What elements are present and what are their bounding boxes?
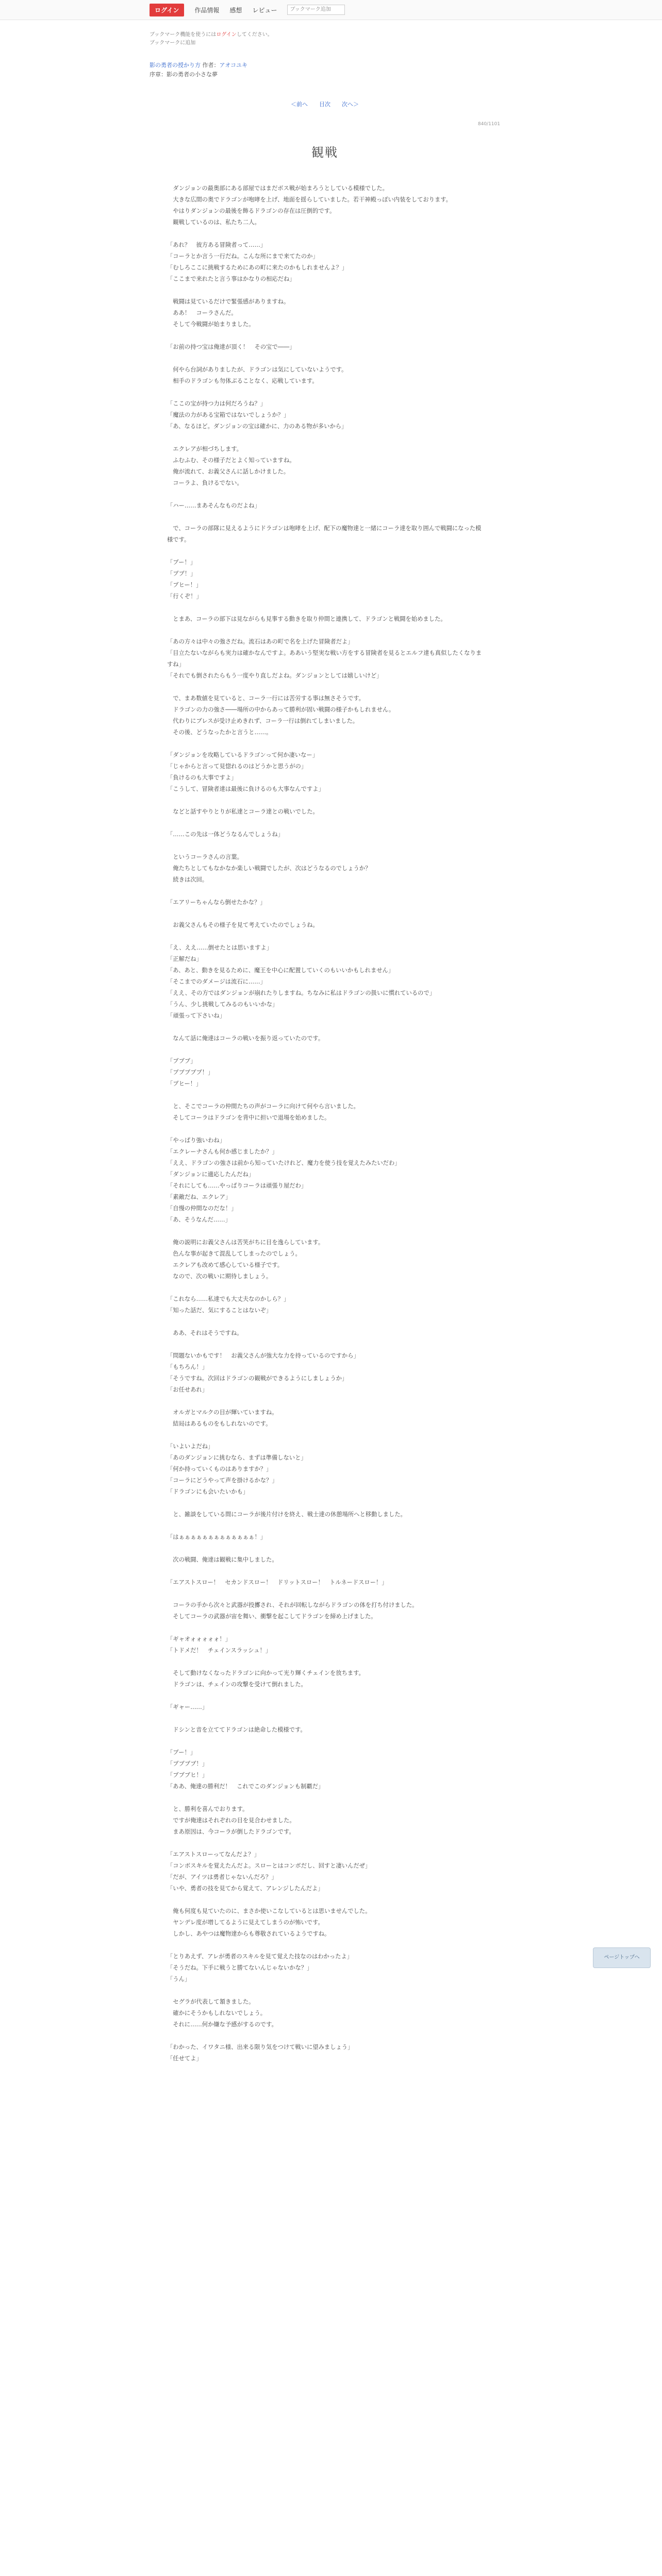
body-line: などと話すやりとりが私達とコーラ達との戦いでした。 <box>167 808 319 815</box>
body-line <box>167 2030 483 2042</box>
nav-comments[interactable]: 感想 <box>229 6 242 14</box>
body-line: 次の戦闘、俺達は観戦に集中しました。 <box>167 1556 278 1563</box>
body-line: と、勝利を喜んでおります。 <box>167 1806 249 1812</box>
body-line: 「……この先は一体どうなるんでしょうね」 <box>167 831 284 838</box>
body-line: というコーラさんの言葉。 <box>167 854 243 860</box>
body-line: ドラゴンは、チェインの攻撃を受けて倒れました。 <box>167 1681 307 1688</box>
body-line <box>167 602 483 614</box>
series-info: 影の勇者の授かり方 作者：アオコユキ 序章：影の勇者の小さな夢 <box>150 62 247 78</box>
body-line: 「うん」 <box>167 1976 191 1982</box>
body-line: やはりダンジョンの最後を飾るドラゴンの存在は圧倒的です。 <box>167 208 336 214</box>
body-line <box>167 1316 483 1328</box>
body-line: エクレアが相づちします。 <box>167 446 242 452</box>
body-line: 「任せてよ」 <box>167 2055 202 2062</box>
body-line <box>167 330 483 342</box>
body-line <box>167 1090 483 1101</box>
body-line: 「こうして、冒険者達は最後に負けるのも大事なんですよ」 <box>167 786 324 792</box>
body-line: 「ギャオォォォォォ！」 <box>167 1636 231 1642</box>
body-line: 「ブブブヒ！」 <box>167 1772 208 1778</box>
body-line: 「もちろん！」 <box>167 1364 208 1370</box>
body-line: 「わかった、イワタニ様、出来る限り気をつけて戦いに望みましょう」 <box>167 2044 354 2050</box>
body-line: そして動けなくなったドラゴンに向かって光り輝くチェインを放ちます。 <box>167 1670 365 1676</box>
body-line: 「そこまでのダメージは流石に……」 <box>167 978 266 985</box>
body-line: 「ブブブブブ！」 <box>167 1069 214 1076</box>
body-line <box>167 1282 483 1294</box>
top-pager <box>150 100 500 108</box>
body-line <box>167 1498 483 1509</box>
body-line <box>167 546 483 557</box>
page-top-button[interactable]: ページトップへ <box>593 1947 651 1968</box>
author-link[interactable]: アオコユキ <box>219 62 247 69</box>
body-line: そしてコーラの武器が宙を舞い、衝撃を起こしてドラゴンを締め上げました。 <box>167 1613 377 1620</box>
body-line <box>167 1430 483 1441</box>
body-line: セグラが代表して頷きました。 <box>167 1998 255 2005</box>
body-line: 「トドメだ！ チェインスラッシュ！」 <box>167 1647 272 1654</box>
body-line <box>167 625 483 636</box>
body-line: で、まあ数値を見ていると、コーラ一行には苦労する事は無さそうです。 <box>167 695 365 702</box>
chapter-name: 序章：影の勇者の小さな夢 <box>150 71 218 78</box>
body-line <box>167 795 483 806</box>
body-line <box>167 1396 483 1407</box>
body-line: ああ、それはそうですね。 <box>167 1330 243 1336</box>
body-line <box>167 1588 483 1600</box>
body-line: 相手のドラゴンも勿体ぶることなく、応戦しています。 <box>167 378 318 384</box>
body-line: ドラゴンの力の強さ――場所の中からあって勝利が固い戦闘の様子かもしれません。 <box>167 706 395 713</box>
body-line: ヤンデレ度が増してるように見えてしまうのが怖いです。 <box>167 1919 324 1926</box>
body-line <box>167 1339 483 1350</box>
body-line: オルガとマルクの目が輝いていますね。 <box>167 1409 278 1416</box>
body-line: 結局はあるものをもしれないのです。 <box>167 1420 272 1427</box>
body-line: 「そうですね。次回はドラゴンの観戦ができるようにしましょうか」 <box>167 1375 348 1382</box>
body-line: 代わりにブレスが受け止めきれず、コーラ一行は倒れてしまいました。 <box>167 718 359 724</box>
body-line <box>167 1656 483 1668</box>
body-line: エクレアも改めて感心している様子です。 <box>167 1262 284 1268</box>
body-line: なんて話に俺達はコーラの戦いを振り返っていたのです。 <box>167 1035 324 1042</box>
body-line: 「ブー！」 <box>167 559 196 566</box>
body-line <box>167 387 483 398</box>
body-line: 「ブー！」 <box>167 1749 196 1756</box>
nav-reviews[interactable]: レビュー <box>252 6 277 14</box>
body-line: 「問題ないかもです！ お義父さんが強大な力を持っているのですから」 <box>167 1352 359 1359</box>
body-line: 「素敵だね、エクレア」 <box>167 1194 231 1200</box>
body-line: 俺が流れて、お義父さんに話しかけました。 <box>167 468 290 475</box>
body-line: 「うん、少し挑戦してみるのもいいかな」 <box>167 1001 278 1008</box>
body-line <box>167 931 483 942</box>
body-line <box>167 738 483 750</box>
body-line <box>167 908 483 920</box>
body-line <box>167 1520 483 1532</box>
series-title-link[interactable]: 影の勇者の授かり方 <box>150 62 201 69</box>
bookmark-notice: ブックマーク機能を使うにはログインしてください。 ブックマークに追加 <box>150 32 273 46</box>
body-line: 「お任せあれ」 <box>167 1386 208 1393</box>
body-line: 「あ、なるほど。ダンジョンの宝は確かに、力のある物が多いから」 <box>167 423 347 430</box>
body-line: ドシンと音を立ててドラゴンは絶命した模様です。 <box>167 1726 306 1733</box>
body-line: 「ああ、俺達の勝利だ！ これでこのダンジョンも制覇だ」 <box>167 1783 324 1790</box>
body-line: 何やら台詞がありましたが、ドラゴンは気にしていないようです。 <box>167 366 347 373</box>
body-line <box>167 1226 483 1237</box>
body-line <box>167 1124 483 1135</box>
body-line: 「自慢の仲間なのだな！」 <box>167 1205 237 1212</box>
body-line: 「ブブ！」 <box>167 570 196 577</box>
body-line: 「ええ、ドラゴンの強さは前から知っていたけれど、魔力を使う技を覚えたみたいだわ」 <box>167 1160 401 1166</box>
body-line: 「エクレーナさんも何か感じましたか？」 <box>167 1148 278 1155</box>
body-line: その後、どうなったかと言うと……。 <box>167 729 272 736</box>
body-line <box>167 512 483 523</box>
prev-link[interactable]: ＜前へ <box>291 101 308 108</box>
body-line: 俺たちとしてもなかなか楽しい戦闘でしたが、次はどうなるのでしょうか？ <box>167 865 371 872</box>
body-line: 「知った話だ、気にすることはないぞ」 <box>167 1307 272 1314</box>
body-line: 大きな広間の奥でドラゴンが咆哮を上げ、地面を揺らしていました。若干神殿っぽい内装をしております。 <box>167 196 452 203</box>
login-button[interactable]: ログイン <box>150 4 184 16</box>
body-line: 「目立たないながらも実力は確かなんですよ。ああいう堅実な戦い方をする冒険者を見るとエルフ達も真似したくなりますね」 <box>167 650 482 668</box>
body-line: 「魔法の力がある宝箱ではないでしょうか？」 <box>167 412 290 418</box>
body-line: 「コンボスキルを覚えたんだよ。スローとはコンボだし、回すと凄いんだぜ」 <box>167 1862 371 1869</box>
body-line: 「とりあえず、アレが勇者のスキルを見て覚えた技なのはわかったよ」 <box>167 1953 353 1960</box>
body-line <box>167 1022 483 1033</box>
body-line: 「あの方々は中々の強さだね。流石はあの町で名を上げた冒険者だよ」 <box>167 638 354 645</box>
body-line: 「これなら……私達でも大丈夫なのかしら？」 <box>167 1296 290 1302</box>
body-line: ふむふむ、その様子だとよく知っていますね。 <box>167 457 295 464</box>
body-line <box>167 1566 483 1577</box>
body-line: 「ギャー……」 <box>167 1704 208 1710</box>
body-line <box>167 432 483 444</box>
body-line: 「コーラとか言う一行だね。こんな所にまで来てたのか」 <box>167 253 319 260</box>
body-line: 「あ、そうなんだ……」 <box>167 1216 231 1223</box>
body-line: 「ブヒー！」 <box>167 1080 202 1087</box>
body-line <box>167 228 483 240</box>
episode-body <box>150 183 500 2064</box>
body-line <box>167 1690 483 1702</box>
body-line: 「え、ええ……倒せたとは思いますよ」 <box>167 944 273 951</box>
body-line: 「何か持っていくものはありますか？」 <box>167 1466 272 1472</box>
body-line: 「あれ？ 彼方ある冒険者って……」 <box>167 242 267 248</box>
login-link[interactable]: ログイン <box>216 32 237 38</box>
body-line <box>167 1940 483 1951</box>
body-line: 「あのダンジョンに挑むなら、まずは準備しないと」 <box>167 1454 307 1461</box>
body-line <box>167 886 483 897</box>
body-line <box>167 353 483 364</box>
body-line: 「いよいよだね」 <box>167 1443 214 1450</box>
body-line: そしてコーラはドラゴンを背中に担いで退場を始めました。 <box>167 1114 330 1121</box>
body-line: 「ブブブブ！」 <box>167 1760 208 1767</box>
body-line <box>167 1713 483 1724</box>
body-line <box>167 1044 483 1056</box>
body-line: 「正解だね」 <box>167 956 202 962</box>
body-line: 「ここの宝が持つ力は何だろうね？」 <box>167 400 267 407</box>
body-line: ああ！ コーラさんだ。 <box>167 310 237 316</box>
body-line: お義父さんもその様子を見て考えていたのでしょうね。 <box>167 922 319 928</box>
body-line: まあ原因は、今コーラが倒したドラゴンです。 <box>167 1828 295 1835</box>
body-line: 「ブブブ」 <box>167 1058 196 1064</box>
body-line <box>167 1543 483 1554</box>
body-line: 「ハー……まあそんなものだよね」 <box>167 502 260 509</box>
body-line: 「あ、あと、動きを見るために、魔王を中心に配置していくのもいいかもしれません」 <box>167 967 394 974</box>
body-line: 「エアストスロー！ セカンドスロー！ ドリットスロー！ トルネードスロー！」 <box>167 1579 388 1586</box>
next-link[interactable]: 次へ＞ <box>342 101 359 108</box>
body-line <box>167 840 483 852</box>
header <box>0 0 662 20</box>
body-line: 「そうだね。下手に戦うと勝てないんじゃないかな？」 <box>167 1964 313 1971</box>
body-line: ですが俺達はそれぞれの目を見合わせました。 <box>167 1817 295 1824</box>
body-line <box>167 1894 483 1906</box>
body-line <box>167 1622 483 1634</box>
body-line <box>167 1985 483 1996</box>
body-line: 確かにそうかもしれないでしょう。 <box>167 2010 267 2016</box>
body-line: それに……何か嫌な予感がするのです。 <box>167 2021 277 2028</box>
body-line: 俺の説明にお義父さんは苦笑がちに目を逸らしています。 <box>167 1239 324 1246</box>
body-line <box>167 285 483 296</box>
body-line: 「ここまで来れたと言う事はかなりの相応だね」 <box>167 276 295 282</box>
main-content <box>150 31 500 2064</box>
body-line: ダンジョンの最奥部にある部屋ではまだボス戦が始まろうとしている模様でした。 <box>167 185 388 192</box>
toc-link[interactable]: 目次 <box>319 101 330 108</box>
body-line: 「ダンジョンを攻略しているドラゴンって何か凄いなー」 <box>167 752 318 758</box>
body-line: なので、次の戦いに期待しましょう。 <box>167 1273 272 1280</box>
body-line: 「それにしても……やっぱりコーラは頑張り屋だわ」 <box>167 1182 307 1189</box>
body-line: 戦闘は見ているだけで緊張感がありますね。 <box>167 298 290 305</box>
body-line: 「負けるのも大事ですよ」 <box>167 774 237 781</box>
episode-title: 観戦 <box>311 145 338 160</box>
body-line: 「やっぱり強いわね」 <box>167 1137 225 1144</box>
body-line: 「ええ、その方ではダンジョンが崩れたりしますね。ちなみに私はドラゴンの扱いに慣れているので」 <box>167 990 435 996</box>
bookmark-add-button[interactable]: ブックマーク追加 <box>287 5 345 15</box>
body-line: 「ダンジョンに適応したんだね」 <box>167 1171 255 1178</box>
body-line: しかし、あやつは魔物達からも尊敬されているようですね。 <box>167 1930 330 1937</box>
body-line: 「ブヒー！」 <box>167 582 202 588</box>
body-line <box>167 1838 483 1849</box>
body-line <box>167 489 483 500</box>
body-line: 「だが、アイツは勇者じゃないんだろ？」 <box>167 1874 277 1880</box>
body-line: 「頑張って下さいね」 <box>167 1012 225 1019</box>
body-line: 「じゃからと言って見惚れるのはどうかと思うがの」 <box>167 763 307 770</box>
body-line: 「エアストスローってなんだよ？」 <box>167 1851 260 1858</box>
body-line: コーラの手から次々と武器が投擲され、それが回転しながらドラゴンの体を打ち付けました。 <box>167 1602 418 1608</box>
body-line <box>167 1736 483 1747</box>
page-number: 840/1101 <box>477 122 500 127</box>
body-line: 色んな事が起きて混乱してしまったのでしょう。 <box>167 1250 301 1257</box>
body-line: 「ドラゴンにも会いたいかも」 <box>167 1488 249 1495</box>
body-line: で、コーラの部隊に見えるようにドラゴンは咆哮を上げ、配下の魔物達と一緒にコーラ達を取り囲んで戦闘になった模様です。 <box>167 525 482 543</box>
body-line <box>167 818 483 829</box>
body-line: と、そこでコーラの仲間たちの声がコーラに向けて何やら言いました。 <box>167 1103 359 1110</box>
body-line: 続きは次回。 <box>167 876 208 883</box>
body-line: そして今戦闘が始まりました。 <box>167 321 255 328</box>
body-line: 「いや、勇者の技を見てから覚えて、アレンジしたんだよ」 <box>167 1885 324 1892</box>
body-line: とまあ、コーラの部下は見ながらも見事する動きを取り仲間と連携して、ドラゴンと戦闘を始めました。 <box>167 616 446 622</box>
body-line: と、雑談をしている間にコーラが後片付けを終え、戦士達の休憩場所へと移動しました。 <box>167 1511 406 1518</box>
body-line: 「お前の持つ宝は俺達が頂く！ その宝で――」 <box>167 344 295 350</box>
nav-work-info[interactable]: 作品情報 <box>194 6 220 14</box>
body-line: 「それでも倒されたらもう一度やり直しだよね。ダンジョンとしては嬉しいけど」 <box>167 672 383 679</box>
body-line: 「行くぞ！」 <box>167 593 202 600</box>
body-line <box>167 1792 483 1804</box>
body-line: 「はぁぁぁぁぁぁぁぁぁぁぁぁぁ！」 <box>167 1534 267 1540</box>
body-line: 「むしろここに挑戦するためにあの町に来たのかもしれませんよ？」 <box>167 264 348 271</box>
body-line: 観戦しているのは、私たち二人。 <box>167 219 260 226</box>
body-line: コーラよ、負けるでない。 <box>167 480 243 486</box>
body-line: 俺も何度も見ていたのに、まさか使いこなしているとは思いませんでした。 <box>167 1908 371 1914</box>
body-line: 「コーラにどうやって声を掛けるかな？」 <box>167 1477 278 1484</box>
body-line: 「エアリーちゃんなら倒せたかな？」 <box>167 899 266 906</box>
body-line <box>167 682 483 693</box>
